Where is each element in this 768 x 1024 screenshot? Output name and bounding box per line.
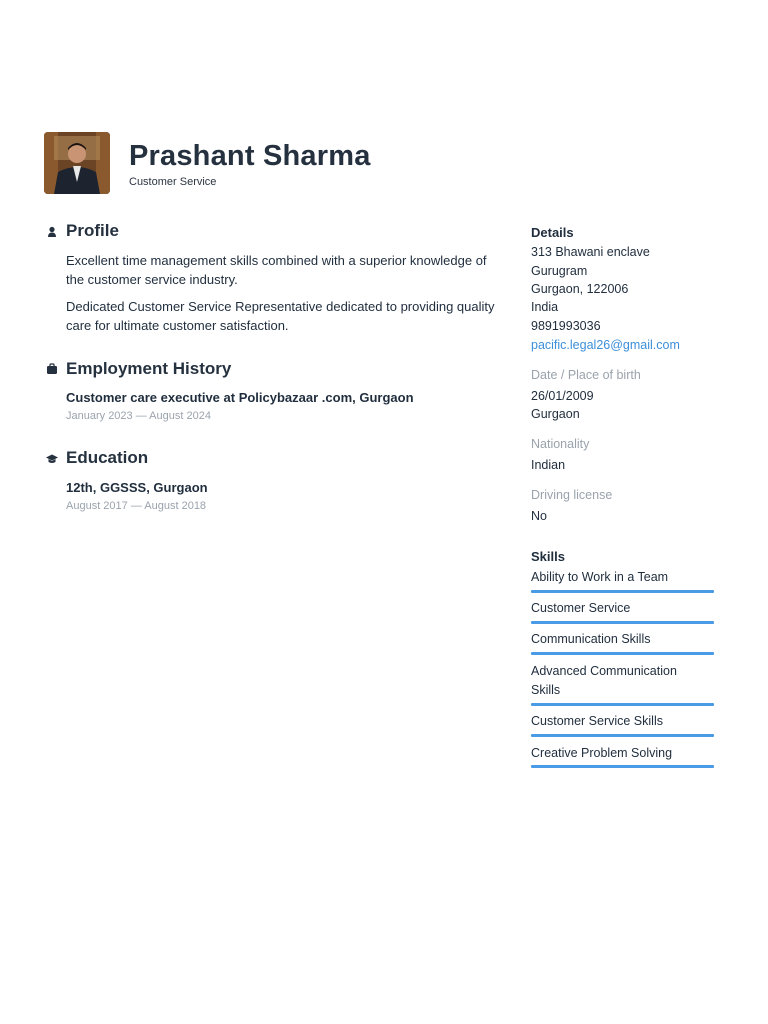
education-dates: August 2017 — August 2018 xyxy=(66,500,207,512)
nationality-value: Indian xyxy=(531,458,566,472)
section-title-education: Education xyxy=(66,448,149,467)
skill-item: Creative Problem Solving xyxy=(531,746,673,760)
person-icon xyxy=(45,225,59,239)
profile-paragraph: Excellent time management skills combined with a superior knowledge of the customer service industry. xyxy=(66,253,487,287)
email-link[interactable]: pacific.legal26@gmail.com xyxy=(531,338,680,352)
address-line: Gurgaon, 122006 xyxy=(531,282,629,296)
skill-level-bar xyxy=(531,621,714,624)
briefcase-icon xyxy=(45,362,59,376)
employment-title: Customer care executive at Policybazaar .com, Gurgaon xyxy=(66,390,414,405)
address-line: India xyxy=(531,300,559,314)
skill-level-bar xyxy=(531,703,714,706)
skill-item: Ability to Work in a Team xyxy=(531,570,669,584)
skills-heading: Skills xyxy=(531,549,565,564)
skill-level-bar xyxy=(531,652,714,655)
section-title-employment: Employment History xyxy=(66,359,232,378)
birth-place: Gurgaon xyxy=(531,407,580,421)
address-line: 313 Bhawani enclave xyxy=(531,245,650,259)
profile-photo xyxy=(44,132,110,194)
details-heading: Details xyxy=(531,225,574,240)
candidate-name: Prashant Sharma xyxy=(129,140,371,172)
license-value: No xyxy=(531,509,547,523)
skill-level-bar xyxy=(531,765,714,768)
section-title-profile: Profile xyxy=(66,221,119,240)
profile-paragraph: Dedicated Customer Service Representative dedicated to providing quality care for ultimate customer satisfaction. xyxy=(66,299,495,333)
license-label: Driving license xyxy=(531,488,613,502)
employment-dates: January 2023 — August 2024 xyxy=(66,410,211,422)
person-photo-icon xyxy=(44,132,110,194)
job-title: Customer Service xyxy=(129,176,217,188)
nationality-label: Nationality xyxy=(531,437,590,451)
skill-item: Customer Service xyxy=(531,601,631,615)
skill-item: Customer Service Skills xyxy=(531,714,663,728)
skill-item: Advanced Communication Skills xyxy=(531,664,677,697)
birth-label: Date / Place of birth xyxy=(531,368,641,382)
skill-item: Communication Skills xyxy=(531,632,651,646)
skill-level-bar xyxy=(531,590,714,593)
birth-date: 26/01/2009 xyxy=(531,389,594,403)
phone-number: 9891993036 xyxy=(531,319,601,333)
address-line: Gurugram xyxy=(531,264,588,278)
skill-level-bar xyxy=(531,734,714,737)
graduation-cap-icon xyxy=(45,452,59,466)
education-title: 12th, GGSSS, Gurgaon xyxy=(66,480,208,495)
